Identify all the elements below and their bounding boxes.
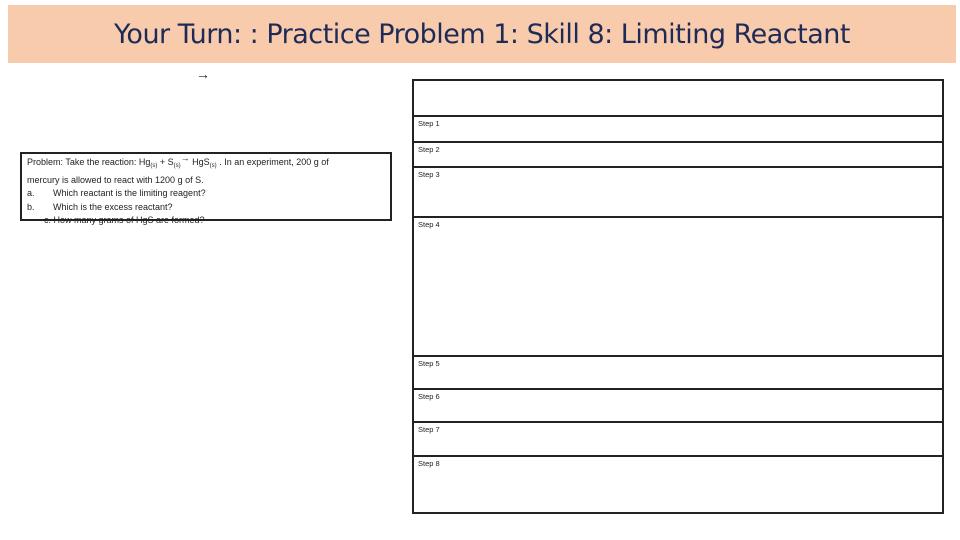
plus-sulfur-text: + S (157, 157, 174, 167)
problem-box (20, 152, 392, 225)
step-label: Step 2 (418, 145, 440, 154)
step-label: Step 1 (418, 119, 440, 128)
step-label: Step 8 (418, 459, 440, 468)
step-label: Step 4 (418, 220, 440, 229)
step-row-header (414, 81, 942, 117)
step-row-7 (414, 423, 942, 457)
step-row-6 (414, 390, 942, 423)
reaction-arrow: → (180, 153, 190, 163)
question-a-text: Which reactant is the limiting reagent? (53, 188, 206, 198)
question-b-text: Which is the excess reactant? (53, 201, 173, 212)
question-b (27, 201, 385, 215)
question-c: c. How many grams of HgS are formed? (44, 215, 205, 225)
state-hgs: (s) (209, 163, 217, 169)
slide-title: Your Turn: : Practice Problem 1: Skill 8: Limiting Reactant (114, 18, 850, 50)
problem-statement-line-2: mercury is allowed to react with 1200 g of S. (27, 174, 204, 185)
state-hg: (s) (150, 163, 158, 169)
question-b-marker: b. (27, 201, 35, 212)
title-bar (8, 5, 956, 63)
step-label: Step 7 (418, 425, 440, 434)
step-row-8 (414, 457, 942, 512)
steps-table (412, 79, 944, 514)
step-row-1 (414, 117, 942, 143)
step-label: Step 6 (418, 392, 440, 401)
experiment-text: . In an experiment, 200 g of (216, 157, 329, 167)
product-text: HgS (189, 157, 210, 167)
step-label: Step 5 (418, 359, 440, 368)
step-row-5 (414, 357, 942, 390)
problem-intro-text: Problem: Take the reaction: Hg (27, 157, 151, 167)
step-row-2 (414, 143, 942, 168)
step-row-4 (414, 218, 942, 357)
problem-statement-line-1 (27, 153, 385, 174)
question-a-marker: a. (27, 188, 35, 198)
state-s: (s) (173, 163, 181, 169)
step-row-3 (414, 168, 942, 218)
step-label: Step 3 (418, 170, 440, 179)
stray-arrow-glyph: → (196, 66, 210, 82)
question-a (27, 187, 385, 201)
